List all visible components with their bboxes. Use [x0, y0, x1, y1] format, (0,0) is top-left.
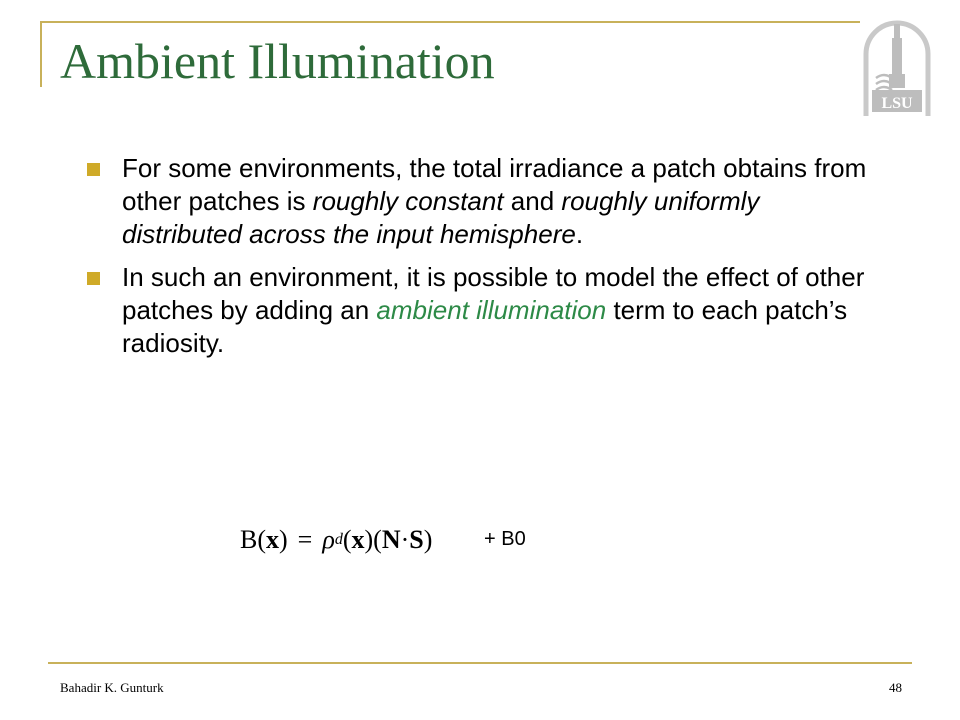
lsu-logo-text: LSU — [881, 95, 913, 112]
bullet-list — [84, 152, 874, 370]
title-frame-left-rule — [40, 21, 42, 87]
bullet-highlight: ambient illumination — [376, 295, 607, 325]
footer-rule — [48, 662, 912, 664]
formula-subscript: d — [334, 531, 343, 548]
bullet-text: In such an environment, it is possible to model the effect of other patches by adding an — [122, 262, 865, 325]
formula-symbol: x — [351, 525, 365, 554]
square-bullet-icon — [87, 272, 100, 285]
formula-ambient-term: + B0 — [484, 528, 526, 550]
bullet-text: For some environments, the total irradiance a patch obtains from other patches is — [122, 153, 867, 216]
square-bullet-icon — [87, 163, 100, 176]
footer-author: Bahadir K. Gunturk — [60, 680, 164, 695]
bullet-text: term to each patch’s radiosity. — [122, 295, 848, 358]
bullet-text: and — [503, 186, 562, 216]
bullet-emphasis: roughly constant — [312, 186, 504, 216]
page-number: 48 — [889, 680, 902, 695]
radiosity-formula — [240, 520, 432, 560]
formula-part: B( — [240, 525, 266, 554]
bullet-emphasis: roughly uniformly distributed across the input hemisphere — [122, 186, 760, 249]
formula-part: ) — [279, 525, 288, 554]
bullet-text: . — [575, 219, 584, 249]
formula-part: )( — [364, 525, 382, 554]
bullet-item — [84, 261, 874, 360]
formula-part: · — [400, 525, 410, 554]
formula-part: ( — [342, 525, 352, 554]
formula-part: ) — [423, 525, 433, 554]
formula-symbol: N — [381, 525, 401, 554]
lsu-logo — [862, 14, 932, 118]
formula-symbol: x — [266, 525, 279, 554]
bullet-item — [84, 152, 874, 251]
title-frame-top-rule — [40, 21, 860, 23]
slide-title: Ambient Illumination — [60, 33, 495, 89]
formula-equals: = — [297, 525, 313, 554]
formula-symbol: ρ — [322, 525, 335, 554]
formula-symbol: S — [409, 525, 424, 554]
